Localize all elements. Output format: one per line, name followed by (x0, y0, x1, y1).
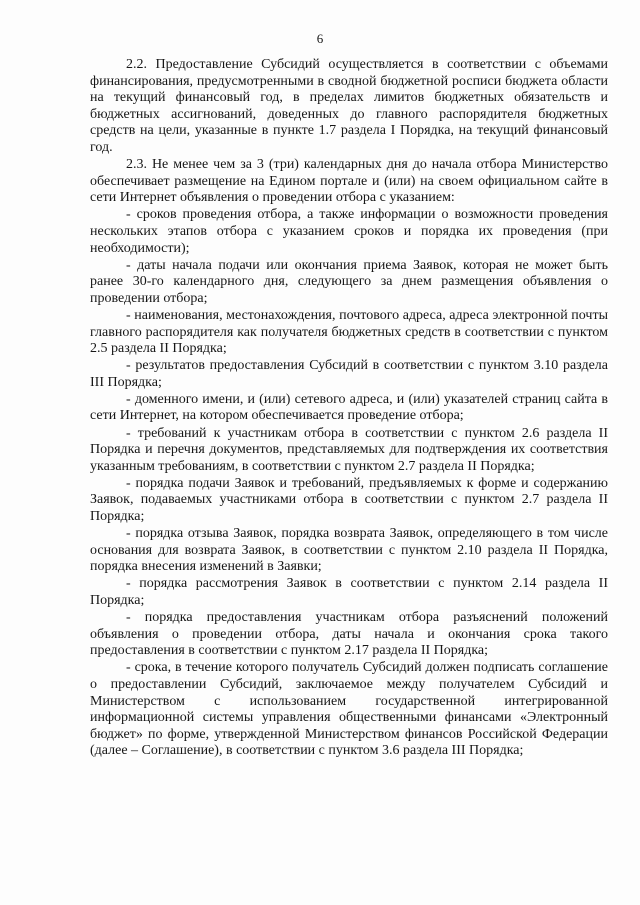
list-item: - результатов предоставления Субсидий в соответствии с пунктом 3.10 раздела III Порядка; (90, 358, 608, 390)
page-number: 6 (316, 31, 324, 46)
list-item: - порядка отзыва Заявок, порядка возврата Заявок, определяющего в том числе основания для возврата Заявок, в соответствии с пунктом 2.10 раздела II Порядка, порядка внесения изменений в Заявки; (90, 526, 608, 575)
list-item: - порядка предоставления участникам отбора разъяснений положений объявления о проведении отбора, даты начала и окончания срока такого предоставления в соответствии с пунктом 2.17 раздела II Порядка; (90, 610, 608, 659)
list-item: - наименования, местонахождения, почтового адреса, адреса электронной почты главного распорядителя как получателя бюджетных средств в соответствии с пунктом 2.5 раздела II Порядка; (90, 307, 608, 357)
list-item: - срока, в течение которого получатель Субсидий должен подписать соглашение о предоставлении Субсидий, заключаемое между получателем Субсидий и Министерством с использованием государственной интегрированной информационной системы управления общественными финансами «Электронный бюджет» по форме, утвержденной Министерством финансов Российской Федерации (далее – Соглашение), в соответствии с пунктом 3.6 раздела III Порядка; (90, 660, 608, 759)
list-item: - даты начала подачи или окончания приема Заявок, которая не может быть ранее 30-го календарного дня, следующего за днем размещения объявления о проведении отбора; (90, 257, 608, 306)
list-item: - порядка рассмотрения Заявок в соответствии с пунктом 2.14 раздела II Порядка; (90, 576, 608, 608)
list-item: - доменного имени, и (или) сетевого адреса, и (или) указателей страниц сайта в сети Интернет, на котором обеспечивается проведение отбора; (90, 391, 608, 424)
paragraph-2-3: 2.3. Не менее чем за 3 (три) календарных дня до начала отбора Министерство обеспечивает размещение на Едином портале и (или) на своем официальном сайте в сети Интернет объявления о проведении отбора с указанием: (90, 157, 608, 206)
paragraph-2-2: 2.2. Предоставление Субсидий осуществляется в соответствии с объемами финансирования, предусмотренными в сводной бюджетной росписи бюджета области на текущий финансовый год, в пределах лимитов бюджетных обязательств и бюджетных ассигнований, доведенных до главного распорядителя бюджетных средств на цели, указанные в пункте 1.7 раздела I Порядка, на текущий финансовый год. (90, 57, 608, 155)
list-item: - сроков проведения отбора, а также информации о возможности проведения нескольких этапов отбора с указанием сроков и порядка их проведения (при необходимости); (90, 207, 608, 256)
list-item: - порядка подачи Заявок и требований, предъявляемых к форме и содержанию Заявок, подаваемых участниками отбора в соответствии с пунктом 2.7 раздела II Порядка; (90, 475, 608, 525)
list-item: - требований к участникам отбора в соответствии с пунктом 2.6 раздела II Порядка и перечня документов, представляемых для подтверждения их соответствия указанным требованиям, в соответствии с пунктом 2.7 раздела II Порядка; (90, 425, 608, 474)
document-body (90, 57, 608, 760)
